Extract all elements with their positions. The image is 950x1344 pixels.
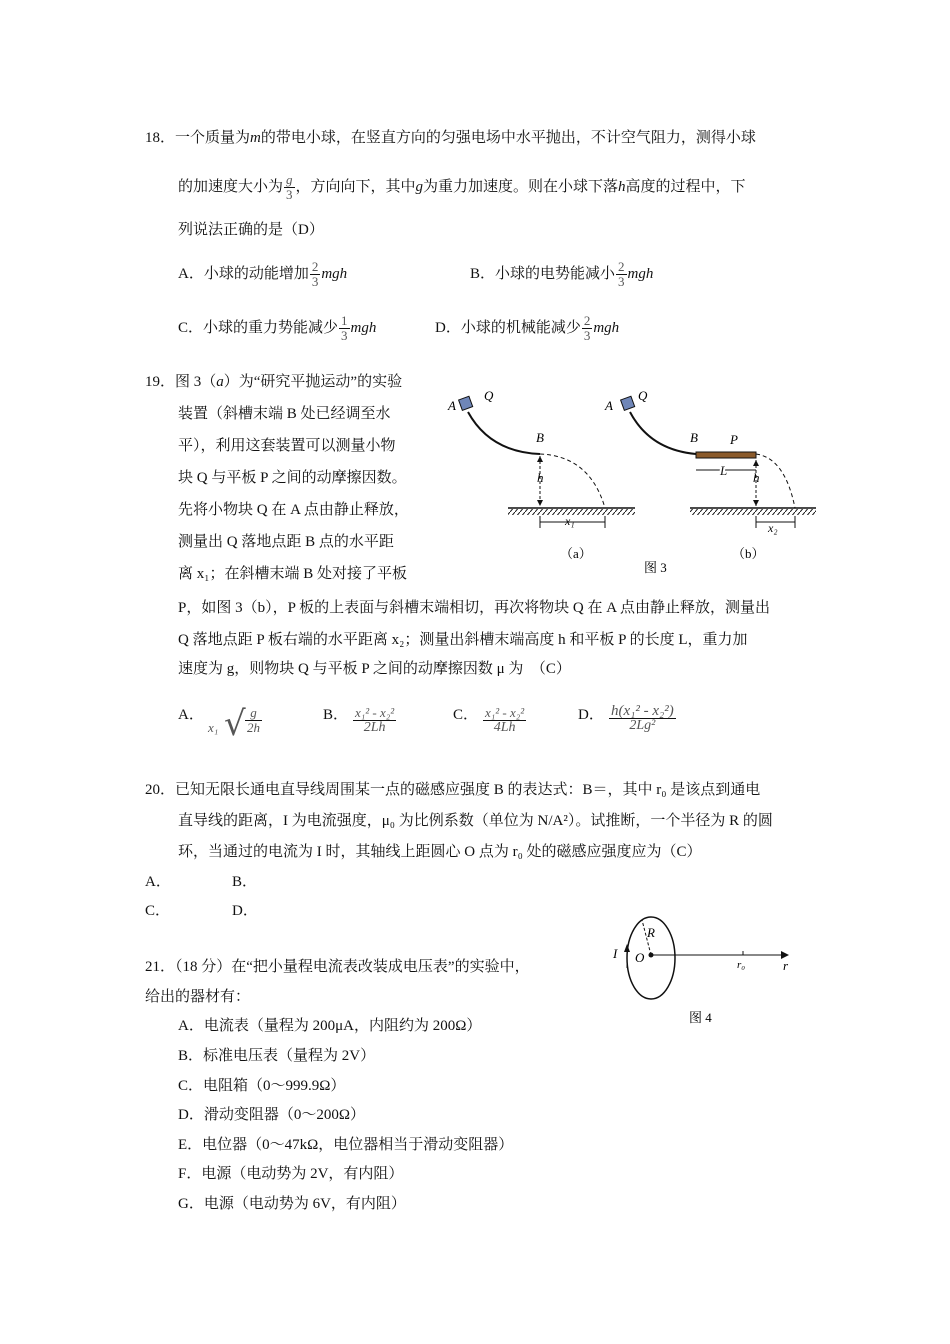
q20-line1: 20．已知无限长通电直导线周围某一点的磁感应强度 B 的表达式：B＝，其中 r₀ 是该点到通电	[145, 782, 761, 798]
equipment-item: E．电位器（0～47kΩ，电位器相当于滑动变阻器）	[178, 1137, 514, 1153]
trajectory	[540, 454, 605, 508]
q20-option-a: A．	[145, 874, 171, 890]
q19-option-a: A．	[178, 707, 204, 723]
label-p: P	[730, 432, 738, 447]
q21-line1: 21．（18 分）在“把小量程电流表改装成电压表”的实验中，	[145, 959, 530, 975]
label-a: A	[605, 398, 613, 413]
q20-line2: 直导线的距离，I 为电流强度，μ₀ 为比例系数（单位为 N/A²）。试推断，一个半径为 R 的圆	[178, 813, 773, 829]
chute-curve	[630, 412, 696, 454]
label-r-axis: r	[783, 958, 789, 973]
label-o: O	[635, 950, 645, 965]
caption-b: （b）	[732, 546, 765, 561]
q19-line9: Q 落地点距 P 板右端的水平距离 x₂；测量出斜槽末端高度 h 和平板 P 的长度 L，重力加	[178, 632, 748, 648]
figure-3b	[604, 388, 816, 561]
figure-3a	[447, 388, 635, 561]
q21-line2: 给出的器材有：	[145, 989, 251, 1005]
formula-d: $\frac{\text{h(x₁² - x₂²)}}{\text{2Lg²}}$	[611, 703, 674, 733]
q20-option-b: B．	[232, 874, 258, 890]
q19-line10: 速度为 g，则物块 Q 与平板 P 之间的动摩擦因数 μ 为 （C）	[178, 661, 571, 677]
chute-curve	[468, 412, 540, 454]
q19-line2: 装置（斜槽末端 B 处已经调至水	[178, 406, 391, 422]
figure-4-caption: 图 4	[689, 1010, 712, 1025]
arrow-head-icon	[537, 500, 543, 506]
label-i: I	[613, 946, 618, 961]
q19-line7: 离 x₁；在斜槽末端 B 处对接了平板	[178, 566, 407, 582]
formula-c: $\frac{\text{x₁² - x₂²}}{4Lh}$	[485, 705, 525, 735]
label-b: B	[690, 430, 698, 445]
label-x2: x₂	[768, 521, 778, 535]
trajectory	[756, 454, 795, 508]
figure-3-diagram	[440, 380, 820, 580]
q18-line3: 列说法正确的是（D）	[178, 222, 324, 238]
equipment-item: A．电流表（量程为 200μA，内阻约为 200Ω）	[178, 1018, 482, 1034]
equipment-item: C．电阻箱（0～999.9Ω）	[178, 1078, 346, 1094]
arrow-head-icon	[753, 500, 759, 506]
g-over-3-fraction: $\frac{g}{3}$	[286, 172, 293, 202]
equipment-item: F．电源（电动势为 2V，有内阻）	[178, 1166, 404, 1182]
figure-3-caption: 图 3	[644, 560, 667, 575]
caption-a: （a）	[560, 546, 592, 561]
label-l: L	[720, 463, 728, 478]
q18-option-d: D．小球的机械能减少 $\frac{2}{3}$ mgh	[435, 313, 620, 343]
q18-line1: 18．一个质量为m的带电小球，在竖直方向的匀强电场中水平抛出，不计空气阻力，测得小球	[145, 130, 756, 146]
plate-p	[696, 452, 756, 458]
equipment-item: B．标准电压表（量程为 2V）	[178, 1048, 376, 1064]
label-q: Q	[484, 388, 494, 403]
label-h: h	[753, 470, 760, 485]
label-x1: x₁	[565, 514, 575, 528]
label-a: A	[448, 398, 456, 413]
q20-option-d: D．	[232, 903, 258, 919]
q18-option-a: A．小球的动能增加 $\frac{2}{3}$ mgh	[178, 259, 348, 289]
q19-line8: P，如图 3（b），P 板的上表面与斜槽末端相切，再次将物块 Q 在 A 点由静止释放，测量出	[178, 600, 770, 616]
q20-line3: 环，当通过的电流为 I 时，其轴线上距圆心 O 点为 r₀ 处的磁感应强度应为（C）	[178, 844, 702, 860]
q18-line2: 的加速度大小为 $\frac{g}{3}$ ，方向向下，其中g为重力加速度。则在小球下落h高度的过程中，下	[178, 172, 746, 202]
q19-line3: 平），利用这套装置可以测量小物	[178, 438, 396, 454]
figure-4-diagram	[605, 910, 805, 1035]
block-q-icon	[459, 396, 473, 410]
label-h: h	[537, 470, 544, 485]
equipment-item: D．滑动变阻器（0～200Ω）	[178, 1107, 365, 1123]
q19-option-d: D．	[578, 707, 604, 723]
q19-option-b: B．	[323, 707, 349, 723]
label-b: B	[536, 430, 544, 445]
ground-hatch	[690, 509, 816, 515]
q19-option-c: C．	[453, 707, 479, 723]
q18-option-c: C．小球的重力势能减少 $\frac{1}{3}$ mgh	[178, 313, 377, 343]
formula-b: $\frac{\text{x₁² - x₂²}}{2Lh}$	[355, 705, 395, 735]
sqrt-icon: √	[224, 704, 246, 744]
q18-option-b: B．小球的电势能减小 $\frac{2}{3}$ mgh	[470, 259, 654, 289]
label-r: R	[647, 925, 655, 940]
q19-line1: 19．图 3（a）为“研究平抛运动”的实验	[145, 374, 403, 390]
equipment-item: G．电源（电动势为 6V，有内阻）	[178, 1196, 406, 1212]
current-arrow-icon	[624, 944, 630, 952]
block-q-icon	[621, 396, 635, 410]
arrow-head-icon	[753, 460, 759, 466]
label-r0: r₀	[737, 959, 746, 971]
q19-line6: 测量出 Q 落地点距 B 点的水平距	[178, 534, 394, 550]
q19-line4: 块 Q 与平板 P 之间的动摩擦因数。	[178, 470, 407, 486]
arrow-head-icon	[537, 456, 543, 462]
label-q: Q	[638, 388, 648, 403]
q20-option-c: C．	[145, 903, 171, 919]
q19-line5: 先将小物块 Q 在 A 点由静止释放，	[178, 502, 409, 518]
